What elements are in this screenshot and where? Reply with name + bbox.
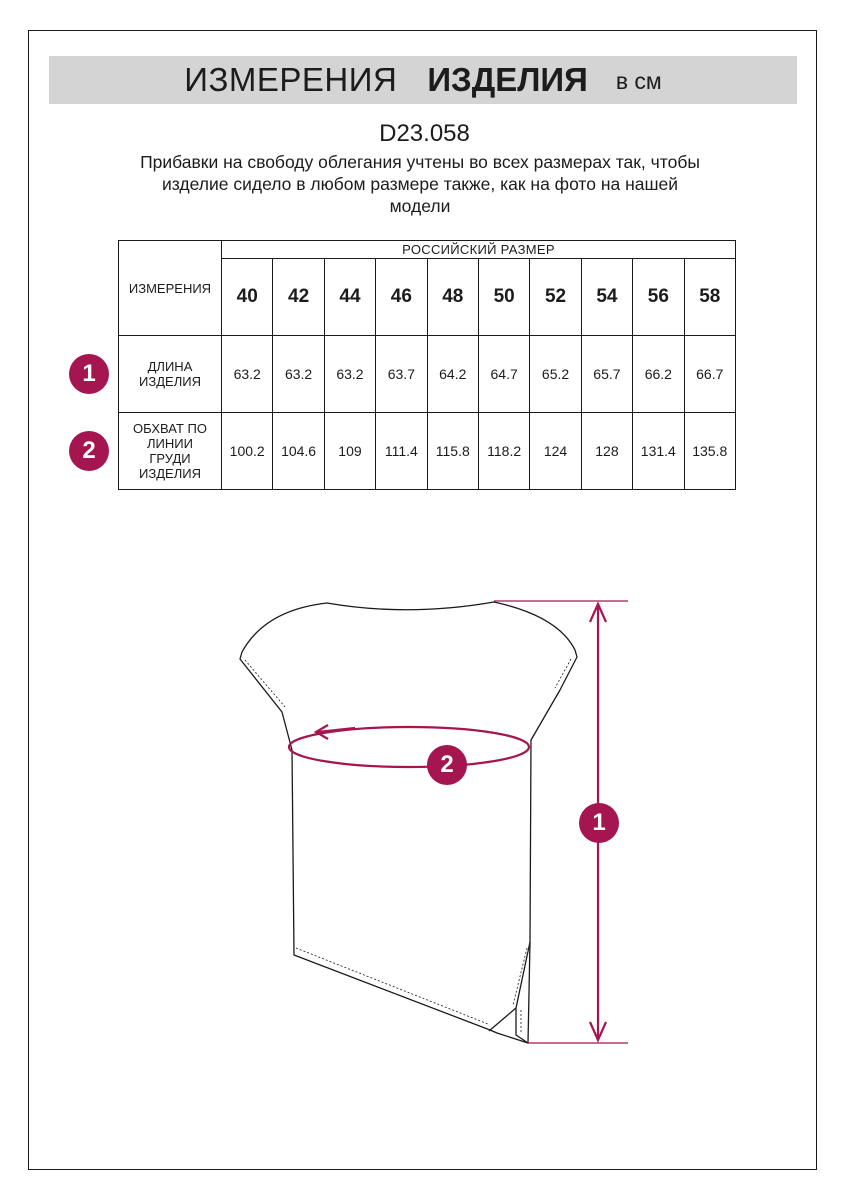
title-garment: ИЗДЕЛИЯ	[427, 61, 588, 98]
size-header-cell: 40	[222, 259, 273, 336]
stitch-lines	[245, 659, 571, 1032]
chest-measure-ellipse	[289, 727, 529, 767]
value-cell: 63.2	[324, 336, 375, 413]
value-cell: 65.7	[581, 336, 632, 413]
size-header-cell: 52	[530, 259, 581, 336]
value-cell: 124	[530, 413, 581, 490]
size-header-cell: 58	[684, 259, 735, 336]
value-cell: 118.2	[478, 413, 529, 490]
value-cell: 109	[324, 413, 375, 490]
row-badge-length: 1	[69, 354, 109, 394]
row-label-line: ИЗДЕЛИЯ	[139, 374, 201, 389]
diagram-badge-length: 1	[579, 803, 619, 843]
value-cell: 63.2	[222, 336, 273, 413]
value-cell: 66.2	[633, 336, 684, 413]
size-header-cell: 44	[324, 259, 375, 336]
row-label-line: ИЗДЕЛИЯ	[139, 466, 201, 481]
value-cell: 128	[581, 413, 632, 490]
fit-note-line: Прибавки на свободу облегания учтены во всех размерах так, чтобы	[140, 152, 700, 172]
value-cell: 104.6	[273, 413, 324, 490]
fit-note-line: модели	[389, 196, 451, 216]
value-cell: 63.7	[376, 336, 427, 413]
value-cell: 64.2	[427, 336, 478, 413]
size-header-cell: 42	[273, 259, 324, 336]
diagram-badge-chest: 2	[427, 745, 467, 785]
value-cell: 111.4	[376, 413, 427, 490]
fit-note-line: изделие сидело в любом размере также, как на фото на нашей	[161, 174, 679, 194]
value-cell: 63.2	[273, 336, 324, 413]
title-unit: в см	[615, 67, 662, 94]
size-header-cell: 46	[376, 259, 427, 336]
size-header-cell: 56	[633, 259, 684, 336]
value-cell: 135.8	[684, 413, 735, 490]
value-cell: 66.7	[684, 336, 735, 413]
size-header-cell: 54	[581, 259, 632, 336]
size-header-cell: 50	[478, 259, 529, 336]
size-header-cell: 48	[427, 259, 478, 336]
row-label-line: ЛИНИИ	[147, 436, 193, 451]
title-measurements: ИЗМЕРЕНИЯ	[184, 61, 398, 98]
row-label-line: ГРУДИ	[149, 451, 191, 466]
value-cell: 100.2	[222, 413, 273, 490]
value-cell: 64.7	[478, 336, 529, 413]
row-label-line: ДЛИНА	[147, 359, 193, 374]
value-cell: 65.2	[530, 336, 581, 413]
value-cell: 131.4	[633, 413, 684, 490]
size-system-header: РОССИЙСКИЙ РАЗМЕР	[222, 241, 736, 259]
row-label-line: ОБХВАТ ПО	[133, 421, 207, 436]
row-badge-chest: 2	[69, 431, 109, 471]
product-code: D23.058	[379, 120, 470, 147]
top-garment-outline	[240, 602, 577, 1043]
measurements-header: ИЗМЕРЕНИЯ	[119, 241, 222, 336]
value-cell: 115.8	[427, 413, 478, 490]
